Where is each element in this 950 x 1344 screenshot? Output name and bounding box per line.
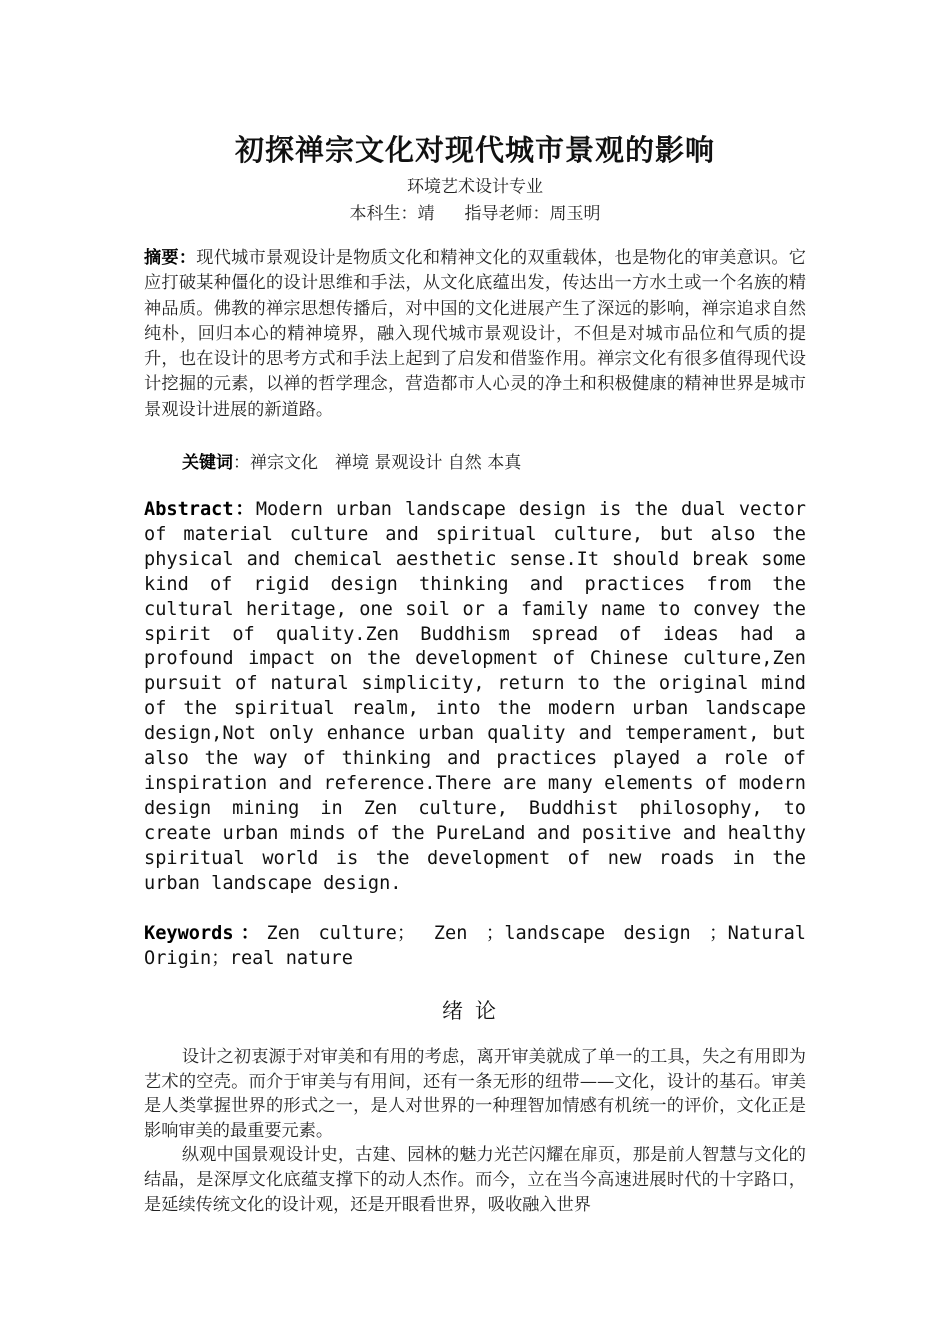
- english-keywords: [144, 922, 806, 971]
- chinese-abstract-text: 现代城市景观设计是物质文化和精神文化的双重载体，也是物化的审美意识。它应打破某种僵化的设计思维和手法，从文化底蕴出发，传达出一方水土或一个名族的精神品质。佛教的禅宗思想传播后，对中国的文化进展产生了深远的影响，禅宗追求自然纯朴，回归本心的精神境界，融入现代城市景观设计，不但是对城市品位和气质的提升，也在设计的思考方式和手法上起到了启发和借鉴作用。禅宗文化有很多值得现代设计挖掘的元素，以禅的哲学理念，营造都市人心灵的净土和积极健康的精神世界是城市景观设计进展的新道路。: [144, 248, 806, 420]
- chinese-abstract: [144, 246, 806, 423]
- student-label: 本科生：靖: [349, 204, 435, 224]
- chinese-keywords-text: ：禅宗文化 禅境 景观设计 自然 本真: [233, 453, 522, 473]
- english-keywords-text: Zen culture； Zen ；landscape design ；Natural Origin；real nature: [144, 923, 806, 969]
- advisor-label: 指导老师：周玉明: [464, 204, 601, 224]
- chinese-keywords: [182, 448, 802, 473]
- paper-title: 初探禅宗文化对现代城市景观的影响: [234, 133, 715, 167]
- chinese-keywords-label: 关键词: [182, 453, 233, 473]
- body-paragraph: 纵观中国景观设计史，古建、园林的魅力光芒闪耀在扉页，那是前人智慧与文化的结晶，是深厚文化底蕴支撑下的动人杰作。而今，立在当今高速进展时代的十字路口，是延续传统文化的设计观，还是开眼看世界，吸收融入世界: [144, 1145, 806, 1215]
- section-heading-introduction: 绪论: [442, 999, 508, 1023]
- body-paragraph: 设计之初衷源于对审美和有用的考虑，离开审美就成了单一的工具，失之有用即为艺术的空壳。而介于审美与有用间，还有一条无形的纽带——文化，设计的基石。审美是人类掌握世界的形式之一，是人对世界的一种理智加情感有机统一的评价，文化正是影响审美的最重要元素。: [144, 1047, 806, 1141]
- introduction-body: [144, 1045, 806, 1217]
- major-line: 环境艺术设计专业: [407, 177, 543, 197]
- english-keywords-label: Keywords：: [144, 923, 267, 944]
- english-abstract-label: Abstract：: [144, 499, 256, 520]
- english-abstract-text: Modern urban landscape design is the dual vector of material culture and spiritual culture, but also the physical and chemical aesthetic sense.It should break some kind of rigid design thinking and practices from the cultural heritage, one soil or a family name to convey the spirit of quality.Zen Buddhism spread of ideas had a profound impact on the development of Chinese culture,Zen pursuit of natural simplicity, return to the original mind of the spiritual realm, into the modern urban landscape design,Not only enhance urban quality and temperament, but also the way of thinking and practices played a role of inspiration and reference.There are many elements of modern design mining in Zen culture, Buddhist philosophy, to create urban minds of the PureLand and positive and healthy spiritual world is the development of new roads in the urban landscape design.: [144, 499, 806, 894]
- english-abstract: [144, 498, 806, 897]
- author-line: [0, 199, 950, 224]
- chinese-abstract-label: 摘要：: [144, 248, 197, 268]
